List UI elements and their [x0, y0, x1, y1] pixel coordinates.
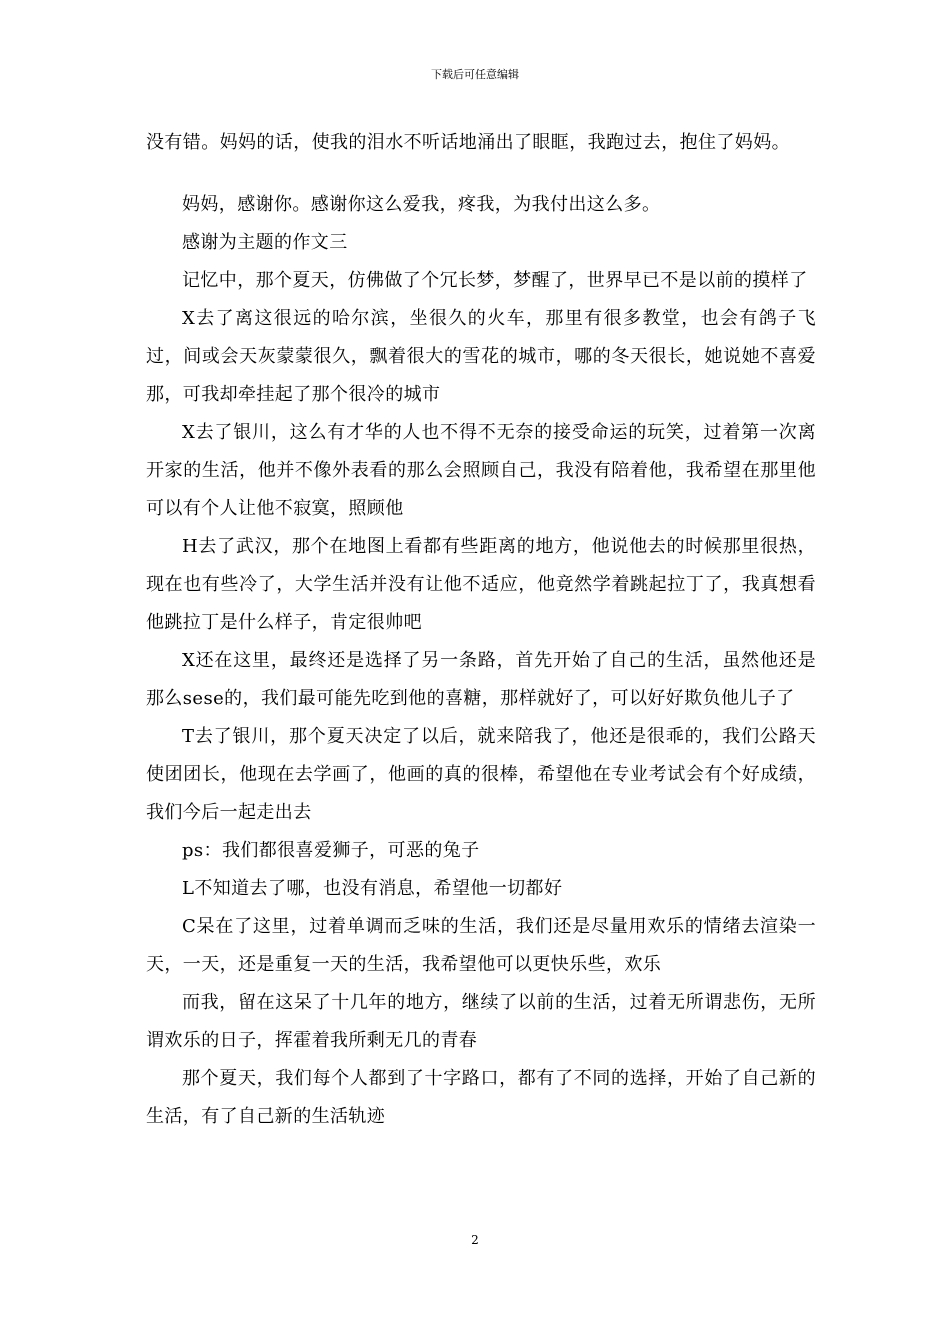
paragraph: ps：我们都很喜爱狮子，可恶的兔子	[182, 840, 480, 861]
document-body	[146, 124, 816, 1136]
paragraph: C呆在了这里，过着单调而乏味的生活，我们还是尽量用欢乐的情绪去渲染一天，一天，还是重复一天的生活，我希望他可以更快乐些，欢乐	[146, 916, 816, 975]
page-number: 2	[471, 1233, 479, 1247]
section-title: 感谢为主题的作文三	[182, 232, 348, 253]
paragraph: 而我，留在这呆了十几年的地方，继续了以前的生活，过着无所谓悲伤，无所谓欢乐的日子，挥霍着我所剩无几的青春	[146, 992, 816, 1051]
paragraph: H去了武汉，那个在地图上看都有些距离的地方，他说他去的时候那里很热，现在也有些冷了，大学生活并没有让他不适应，他竟然学着跳起拉丁了，我真想看他跳拉丁是什么样子，肯定很帅吧	[146, 536, 816, 633]
paragraph: T去了银川，那个夏天决定了以后，就来陪我了，他还是很乖的，我们公路天使团团长，他现在去学画了，他画的真的很棒，希望他在专业考试会有个好成绩，我们今后一起走出去	[146, 726, 816, 823]
paragraph: X去了离这很远的哈尔滨，坐很久的火车，那里有很多教堂，也会有鸽子飞过，间或会天灰蒙蒙很久，飘着很大的雪花的城市，哪的冬天很长，她说她不喜爱那，可我却牵挂起了那个很冷的城市	[146, 308, 816, 405]
paragraph: X还在这里，最终还是选择了另一条路，首先开始了自己的生活，虽然他还是那么sese的，我们最可能先吃到他的喜糖，那样就好了，可以好好欺负他儿子了	[146, 650, 816, 709]
paragraph: 那个夏天，我们每个人都到了十字路口，都有了不同的选择，开始了自己新的生活，有了自己新的生活轨迹	[146, 1068, 816, 1127]
page-header: 下载后可任意编辑	[431, 68, 519, 81]
paragraph: 记忆中，那个夏天，仿佛做了个冗长梦，梦醒了，世界早已不是以前的摸样了	[182, 270, 808, 291]
paragraph: X去了银川，这么有才华的人也不得不无奈的接受命运的玩笑，过着第一次离开家的生活，他并不像外表看的那么会照顾自己，我没有陪着他，我希望在那里他可以有个人让他不寂寞，照顾他	[146, 422, 816, 519]
paragraph: 妈妈，感谢你。感谢你这么爱我，疼我，为我付出这么多。	[182, 194, 661, 215]
paragraph: 没有错。妈妈的话，使我的泪水不听话地涌出了眼眶，我跑过去，抱住了妈妈。	[146, 132, 790, 153]
paragraph: L不知道去了哪，也没有消息，希望他一切都好	[182, 878, 563, 899]
